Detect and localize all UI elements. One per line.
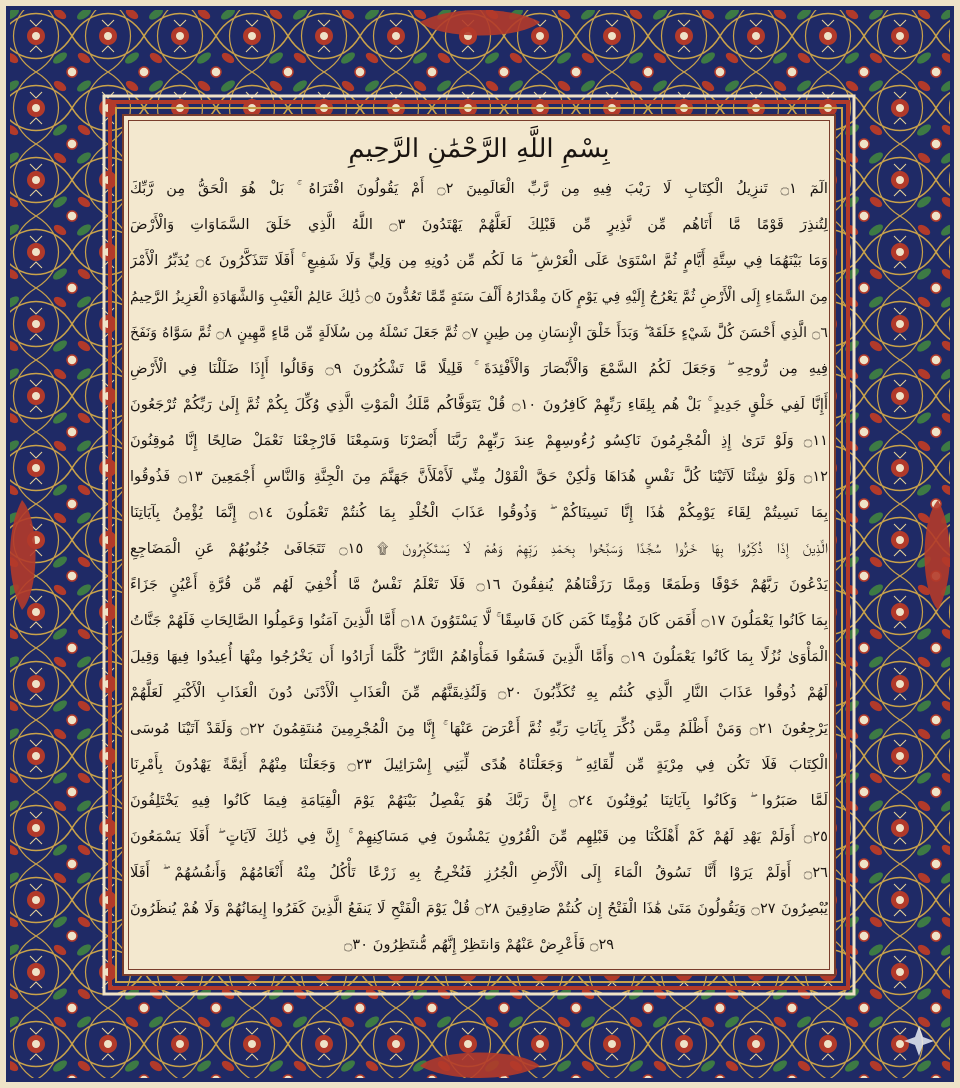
verse-line: الْمَأْوَىٰ نُزُلًا بِمَا كَانُوا يَعْمَلُونَ ۝١٩ وَأَمَّا الَّذِينَ فَسَقُوا فَمَأْوَاهُمُ النَّارُ ۖ كُلَّمَا أَرَادُوا أَن يَخْرُجُوا مِنْهَا أُعِيدُوا فِيهَا وَقِيلَ [130, 648, 828, 665]
verse-line: يَرْجِعُونَ ۝٢١ وَمَنْ أَظْلَمُ مِمَّن ذُكِّرَ بِآيَاتِ رَبِّهِ ثُمَّ أَعْرَضَ عَنْهَا ۚ إِنَّا مِنَ الْمُجْرِمِينَ مُنتَقِمُونَ ۝٢٢ وَلَقَدْ آتَيْنَا مُوسَى [130, 720, 828, 737]
verse-line: لَهُمْ ذُوقُوا عَذَابَ النَّارِ الَّذِي كُنتُم بِهِ تُكَذِّبُونَ ۝٢٠ وَلَنُذِيقَنَّهُم مِّنَ الْعَذَابِ الْأَدْنَىٰ دُونَ الْعَذَابِ الْأَكْبَرِ لَعَلَّهُمْ [130, 684, 828, 701]
verse-line: أَإِنَّا لَفِي خَلْقٍ جَدِيدٍ ۚ بَلْ هُم بِلِقَاءِ رَبِّهِمْ كَافِرُونَ ۝١٠ قُلْ يَتَوَفَّاكُم مَّلَكُ الْمَوْتِ الَّذِي وُكِّلَ بِكُمْ ثُمَّ إِلَىٰ رَبِّكُمْ تُرْجَعُونَ [130, 396, 828, 413]
verse-line: ۝١١ وَلَوْ تَرَىٰ إِذِ الْمُجْرِمُونَ نَاكِسُو رُءُوسِهِمْ عِندَ رَبِّهِمْ رَبَّنَا أَبْصَرْنَا وَسَمِعْنَا فَارْجِعْنَا نَعْمَلْ صَالِحًا إِنَّا مُوقِنُونَ [130, 432, 828, 449]
verse-line: فِيهِ مِن رُّوحِهِ ۖ وَجَعَلَ لَكُمُ السَّمْعَ وَالْأَبْصَارَ وَالْأَفْئِدَةَ ۚ قَلِيلًا مَّا تَشْكُرُونَ ۝٩ وَقَالُوا أَإِذَا ضَلَلْنَا فِي الْأَرْضِ [130, 360, 828, 377]
verse-line: بِمَا كَانُوا يَعْمَلُونَ ۝١٧ أَفَمَن كَانَ مُؤْمِنًا كَمَن كَانَ فَاسِقًا ۚ لَّا يَسْتَوُونَ ۝١٨ أَمَّا الَّذِينَ آمَنُوا وَعَمِلُوا الصَّالِحَاتِ فَلَهُمْ جَنَّاتُ [130, 612, 828, 629]
verse-line: ۝٢٥ أَوَلَمْ يَهْدِ لَهُمْ كَمْ أَهْلَكْنَا مِن قَبْلِهِم مِّنَ الْقُرُونِ يَمْشُونَ فِي مَسَاكِنِهِمْ ۚ إِنَّ فِي ذَٰلِكَ لَآيَاتٍ ۖ أَفَلَا يَسْمَعُونَ [130, 828, 828, 845]
verse-line: ۝٢٦ أَوَلَمْ يَرَوْا أَنَّا نَسُوقُ الْمَاءَ إِلَى الْأَرْضِ الْجُرُزِ فَنُخْرِجُ بِهِ زَرْعًا تَأْكُلُ مِنْهُ أَنْعَامُهُمْ وَأَنفُسُهُمْ ۖ أَفَلَا [130, 864, 828, 881]
verse-line: يَدْعُونَ رَبَّهُمْ خَوْفًا وَطَمَعًا وَمِمَّا رَزَقْنَاهُمْ يُنفِقُونَ ۝١٦ فَلَا تَعْلَمُ نَفْسٌ مَّا أُخْفِيَ لَهُم مِّن قُرَّةِ أَعْيُنٍ جَزَاءً [130, 576, 828, 593]
verse-line: لِتُنذِرَ قَوْمًا مَّا أَتَاهُم مِّن نَّذِيرٍ مِّن قَبْلِكَ لَعَلَّهُمْ يَهْتَدُونَ ۝٣ اللَّهُ الَّذِي خَلَقَ السَّمَاوَاتِ وَالْأَرْضَ [130, 216, 828, 233]
sparkle-icon [902, 1024, 936, 1058]
verse-lines [130, 172, 828, 962]
verse-line: الْكِتَابَ فَلَا تَكُن فِي مِرْيَةٍ مِّن لِّقَائِهِ ۖ وَجَعَلْنَاهُ هُدًى لِّبَنِي إِسْرَائِيلَ ۝٢٣ وَجَعَلْنَا مِنْهُمْ أَئِمَّةً يَهْدُونَ بِأَمْرِنَا [130, 756, 828, 773]
verse-line: الَّذِينَ إِذَا ذُكِّرُوا بِهَا خَرُّوا سُجَّدًا وَسَبَّحُوا بِحَمْدِ رَبِّهِمْ وَهُمْ لَا يَسْتَكْبِرُونَ ۩ ۝١٥ تَتَجَافَىٰ جُنُوبُهُمْ عَنِ الْمَضَاجِعِ [130, 540, 828, 557]
verse-line: مِنَ السَّمَاءِ إِلَى الْأَرْضِ ثُمَّ يَعْرُجُ إِلَيْهِ فِي يَوْمٍ كَانَ مِقْدَارُهُ أَلْفَ سَنَةٍ مِّمَّا تَعُدُّونَ ۝٥ ذَٰلِكَ عَالِمُ الْغَيْبِ وَالشَّهَادَةِ الْعَزِيزُ الرَّحِيمُ [130, 289, 828, 305]
verse-line: ۝١٢ وَلَوْ شِئْنَا لَآتَيْنَا كُلَّ نَفْسٍ هُدَاهَا وَلَٰكِنْ حَقَّ الْقَوْلُ مِنِّي لَأَمْلَأَنَّ جَهَنَّمَ مِنَ الْجِنَّةِ وَالنَّاسِ أَجْمَعِينَ ۝١٣ فَذُوقُوا [130, 468, 828, 485]
verse-line: الٓمٓ ۝١ تَنزِيلُ الْكِتَابِ لَا رَيْبَ فِيهِ مِن رَّبِّ الْعَالَمِينَ ۝٢ أَمْ يَقُولُونَ افْتَرَاهُ ۚ بَلْ هُوَ الْحَقُّ مِن رَّبِّكَ [130, 180, 828, 197]
text-panel [122, 114, 836, 976]
panel-inner [130, 128, 828, 962]
basmala-heading: بِسْمِ اللَّهِ الرَّحْمَٰنِ الرَّحِيمِ [348, 134, 610, 164]
verse-line: وَمَا بَيْنَهُمَا فِي سِتَّةِ أَيَّامٍ ثُمَّ اسْتَوَىٰ عَلَى الْعَرْشِ ۖ مَا لَكُم مِّن دُونِهِ مِن وَلِيٍّ وَلَا شَفِيعٍ ۚ أَفَلَا تَتَذَكَّرُونَ ۝٤ يُدَبِّرُ الْأَمْرَ [130, 252, 828, 269]
verse-line: يُبْصِرُونَ ۝٢٧ وَيَقُولُونَ مَتَىٰ هَٰذَا الْفَتْحُ إِن كُنتُمْ صَادِقِينَ ۝٢٨ قُلْ يَوْمَ الْفَتْحِ لَا يَنفَعُ الَّذِينَ كَفَرُوا إِيمَانُهُمْ وَلَا هُمْ يُنظَرُونَ [130, 900, 828, 917]
verse-line: بِمَا نَسِيتُمْ لِقَاءَ يَوْمِكُمْ هَٰذَا إِنَّا نَسِينَاكُمْ ۖ وَذُوقُوا عَذَابَ الْخُلْدِ بِمَا كُنتُمْ تَعْمَلُونَ ۝١٤ إِنَّمَا يُؤْمِنُ بِآيَاتِنَا [130, 504, 828, 521]
verse-line: لَمَّا صَبَرُوا ۖ وَكَانُوا بِآيَاتِنَا يُوقِنُونَ ۝٢٤ إِنَّ رَبَّكَ هُوَ يَفْصِلُ بَيْنَهُمْ يَوْمَ الْقِيَامَةِ فِيمَا كَانُوا فِيهِ يَخْتَلِفُونَ [130, 792, 828, 809]
verse-line: ۝٦ الَّذِي أَحْسَنَ كُلَّ شَيْءٍ خَلَقَهُ ۖ وَبَدَأَ خَلْقَ الْإِنسَانِ مِن طِينٍ ۝٧ ثُمَّ جَعَلَ نَسْلَهُ مِن سُلَالَةٍ مِّن مَّاءٍ مَّهِينٍ ۝٨ ثُمَّ سَوَّاهُ وَنَفَخَ [130, 325, 828, 341]
verse-line-final: ۝٢٩ فَأَعْرِضْ عَنْهُمْ وَانتَظِرْ إِنَّهُم مُّنتَظِرُونَ ۝٣٠ [343, 936, 615, 953]
